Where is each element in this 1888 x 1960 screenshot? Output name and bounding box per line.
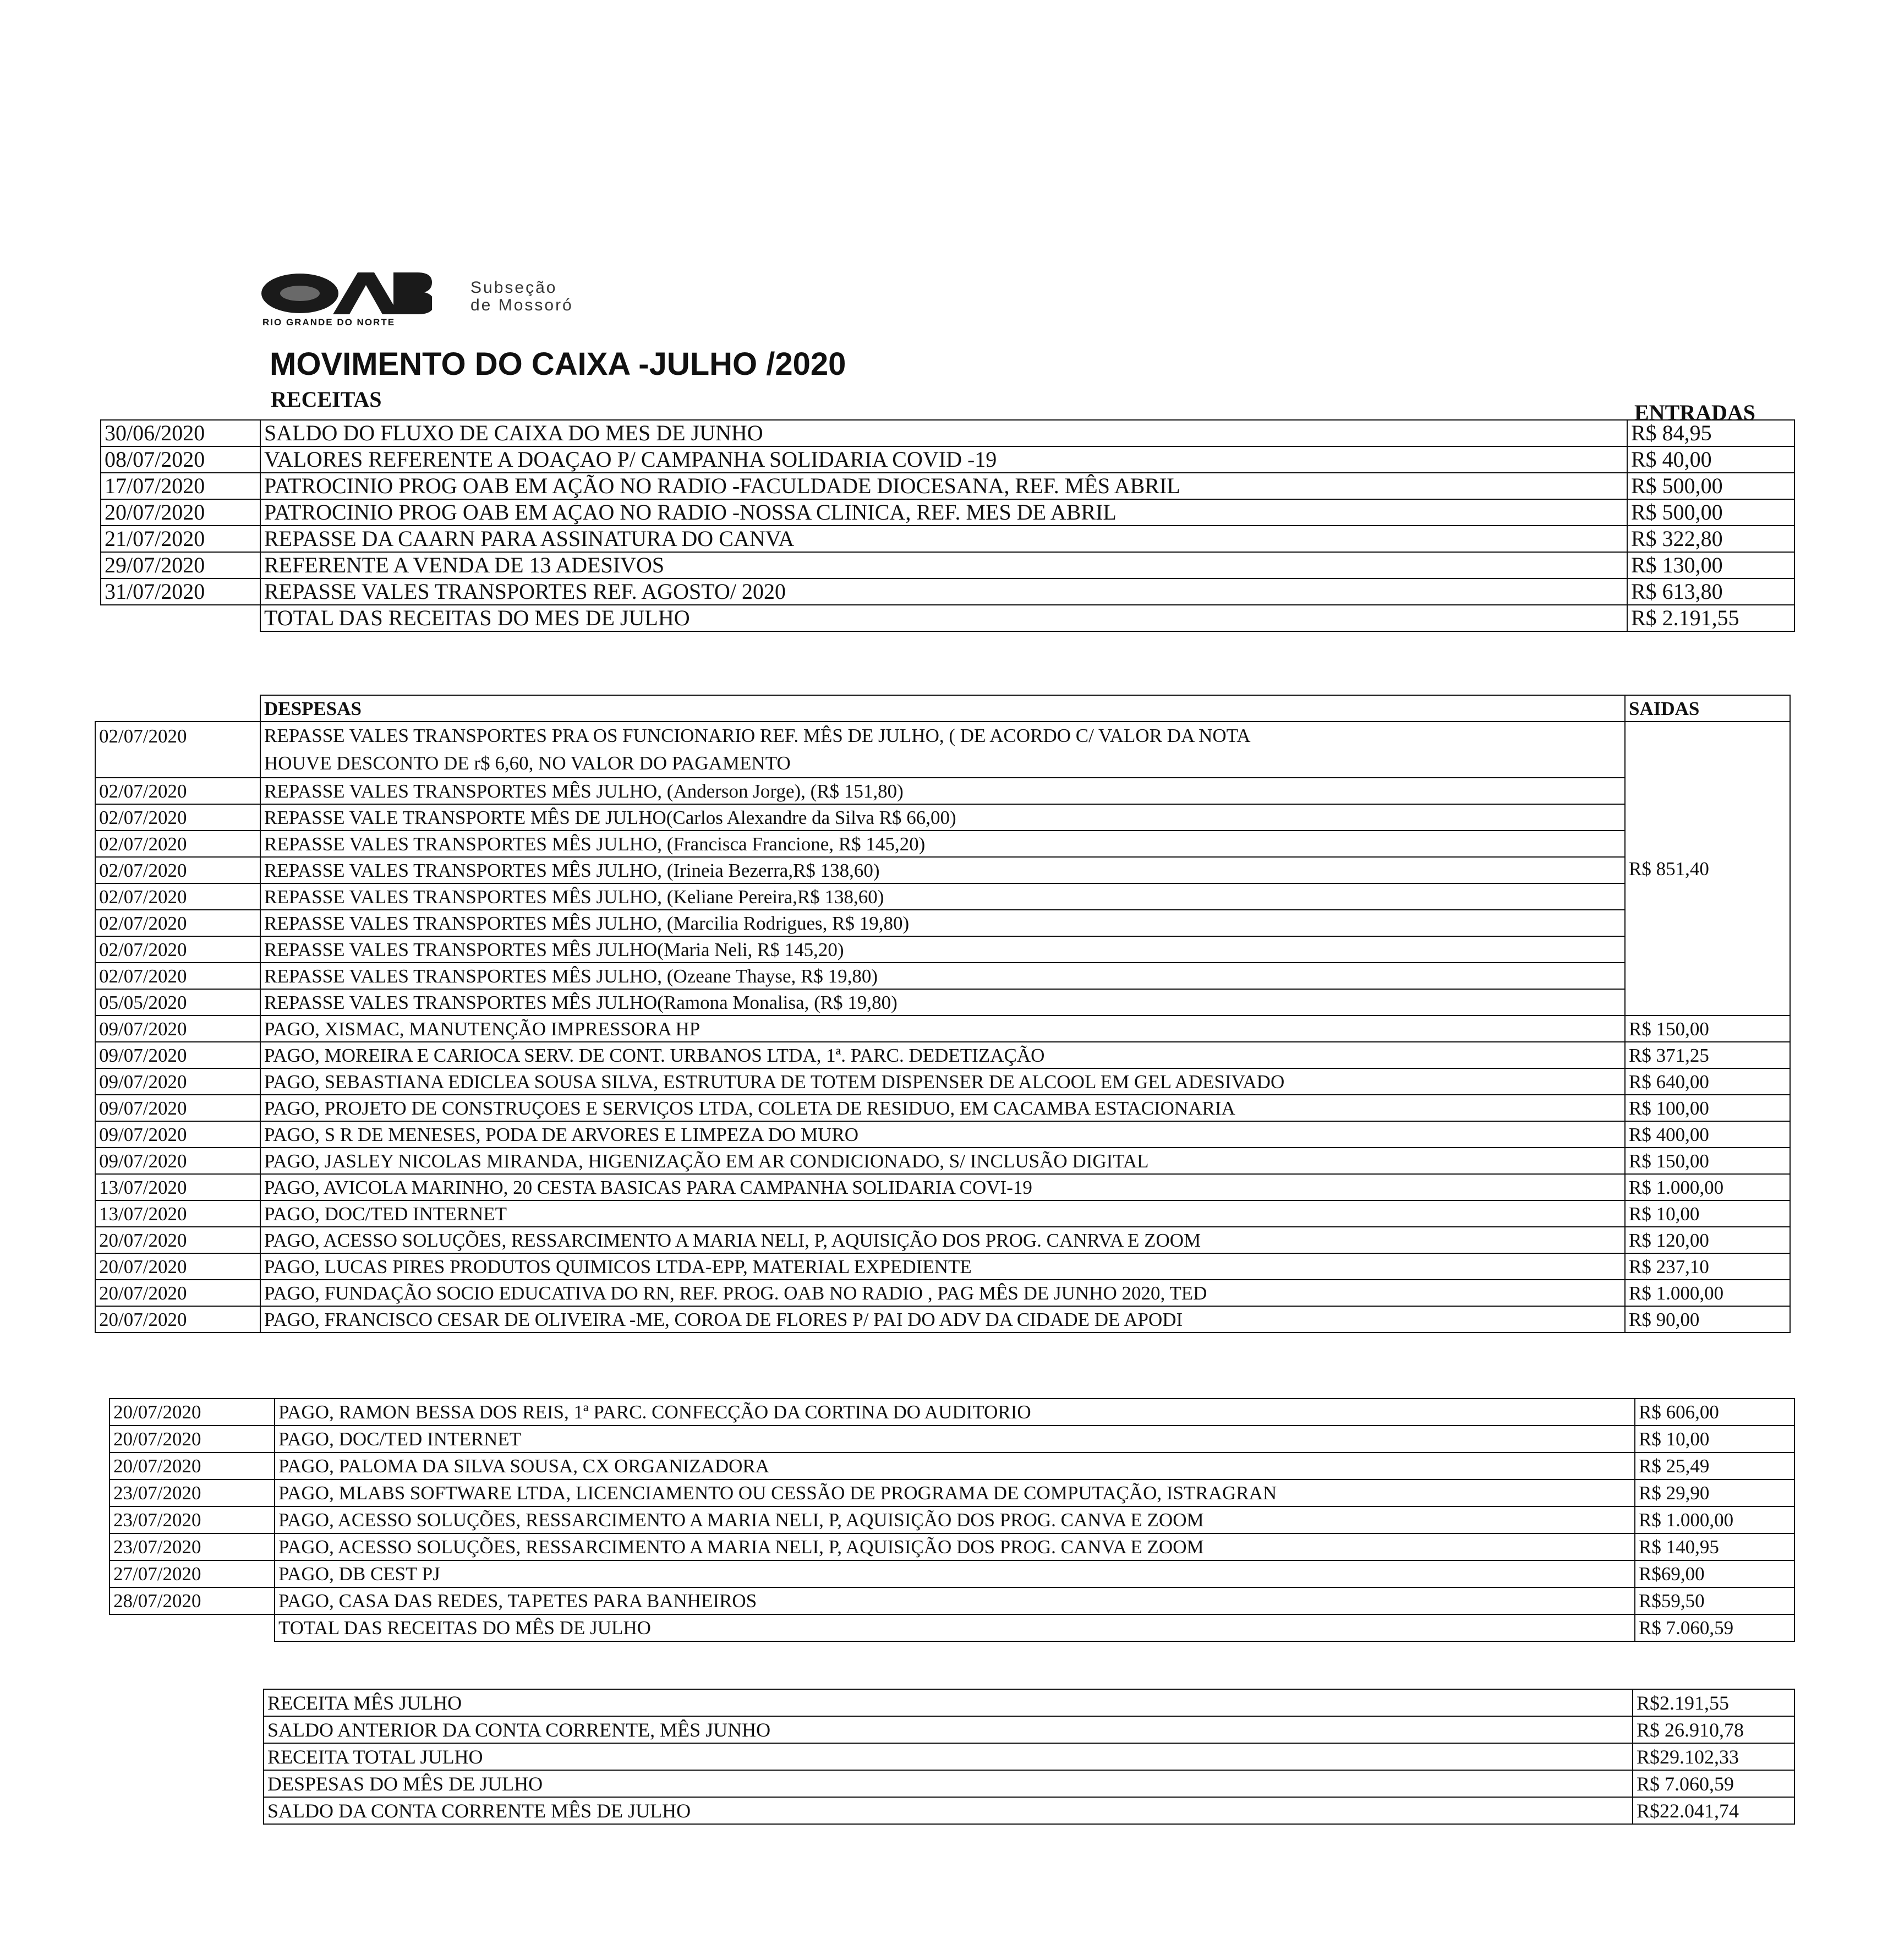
summary-label: RECEITA MÊS JULHO	[264, 1689, 1633, 1716]
row-description: PAGO, PALOMA DA SILVA SOUSA, CX ORGANIZADORA	[275, 1453, 1635, 1479]
row-date: 29/07/2020	[101, 552, 260, 578]
row-date: 02/07/2020	[95, 778, 260, 804]
row-description: REPASSE VALES TRANSPORTES MÊS JULHO(Maria Neli, R$ 145,20)	[260, 936, 1625, 963]
table-row	[110, 1506, 1794, 1533]
row-date: 21/07/2020	[101, 526, 260, 552]
row-date: 09/07/2020	[95, 1016, 260, 1042]
table-row	[95, 831, 1790, 857]
row-date: 20/07/2020	[95, 1280, 260, 1306]
table-row	[101, 446, 1794, 473]
row-description: PAGO, MLABS SOFTWARE LTDA, LICENCIAMENTO OU CESSÃO DE PROGRAMA DE COMPUTAÇÃO, ISTRAGRAN	[275, 1479, 1635, 1506]
row-value: R$ 10,00	[1625, 1200, 1790, 1227]
row-date: 09/07/2020	[95, 1095, 260, 1121]
row-date: 02/07/2020	[95, 936, 260, 963]
row-value: R$ 150,00	[1625, 1148, 1790, 1174]
summary-label: SALDO DA CONTA CORRENTE MÊS DE JULHO	[264, 1797, 1633, 1824]
row-description: PAGO, XISMAC, MANUTENÇÃO IMPRESSORA HP	[260, 1016, 1625, 1042]
row-description: PAGO, LUCAS PIRES PRODUTOS QUIMICOS LTDA-EPP, MATERIAL EXPEDIENTE	[260, 1253, 1625, 1280]
row-date: 23/07/2020	[110, 1506, 275, 1533]
row-value: R$ 851,40	[1625, 722, 1790, 1016]
row-date: 13/07/2020	[95, 1200, 260, 1227]
row-description: PAGO, RAMON BESSA DOS REIS, 1ª PARC. CONFECÇÃO DA CORTINA DO AUDITORIO	[275, 1399, 1635, 1426]
summary-label: DESPESAS DO MÊS DE JULHO	[264, 1770, 1633, 1797]
row-date: 30/06/2020	[101, 420, 260, 446]
logo-state-label: RIO GRANDE DO NORTE	[262, 317, 396, 327]
table-row	[95, 1227, 1790, 1253]
table-row	[95, 1068, 1790, 1095]
row-value: R$ 400,00	[1625, 1121, 1790, 1148]
row-date: 23/07/2020	[110, 1533, 275, 1560]
table-row	[264, 1770, 1794, 1797]
row-date: 02/07/2020	[95, 857, 260, 883]
row-date: 02/07/2020	[95, 963, 260, 989]
row-description: REPASSE VALES TRANSPORTES MÊS JULHO, (Anderson Jorge), (R$ 151,80)	[260, 778, 1625, 804]
summary-value: R$2.191,55	[1633, 1689, 1794, 1716]
row-date: 20/07/2020	[95, 1227, 260, 1253]
row-value: R$ 29,90	[1635, 1479, 1794, 1506]
row-description: PAGO, ACESSO SOLUÇÕES, RESSARCIMENTO A MARIA NELI, P, AQUISIÇÃO DOS PROG. CANVA E ZOOM	[275, 1533, 1635, 1560]
receitas-table	[100, 419, 1795, 632]
summary-value: R$22.041,74	[1633, 1797, 1794, 1824]
row-value: R$ 40,00	[1627, 446, 1794, 473]
summary-value: R$ 26.910,78	[1633, 1716, 1794, 1743]
oab-logo-mark	[261, 271, 432, 315]
row-date: 17/07/2020	[101, 473, 260, 499]
row-description: REPASSE VALES TRANSPORTES MÊS JULHO(Ramona Monalisa, (R$ 19,80)	[260, 989, 1625, 1016]
row-date: 28/07/2020	[110, 1587, 275, 1614]
row-value: R$ 640,00	[1625, 1068, 1790, 1095]
table-row	[95, 1253, 1790, 1280]
row-date: 20/07/2020	[95, 1306, 260, 1333]
despesas-table	[95, 695, 1791, 1333]
row-description: PATROCINIO PROG OAB EM AÇAO NO RADIO -NOSSA CLINICA, REF. MES DE ABRIL	[260, 499, 1627, 526]
despesas-label: DESPESAS	[260, 695, 1625, 722]
table-row	[110, 1560, 1794, 1587]
row-value: R$ 10,00	[1635, 1426, 1794, 1453]
row-value: R$69,00	[1635, 1560, 1794, 1587]
row-description: PAGO, ACESSO SOLUÇÕES, RESSARCIMENTO A MARIA NELI, P, AQUISIÇÃO DOS PROG. CANVA E ZOOM	[275, 1506, 1635, 1533]
table-row	[95, 936, 1790, 963]
row-date: 09/07/2020	[95, 1068, 260, 1095]
table-row	[95, 778, 1790, 804]
row-description: PAGO, AVICOLA MARINHO, 20 CESTA BASICAS PARA CAMPANHA SOLIDARIA COVI-19	[260, 1174, 1625, 1200]
row-date: 09/07/2020	[95, 1148, 260, 1174]
oab-logo	[261, 271, 636, 332]
row-description: PAGO, SEBASTIANA EDICLEA SOUSA SILVA, ESTRUTURA DE TOTEM DISPENSER DE ALCOOL EM GEL ADESIVADO	[260, 1068, 1625, 1095]
despesas-total-row	[110, 1614, 1794, 1641]
table-row	[95, 1280, 1790, 1306]
row-description: PAGO, DOC/TED INTERNET	[260, 1200, 1625, 1227]
table-row	[101, 526, 1794, 552]
table-row	[95, 1095, 1790, 1121]
row-value: R$ 130,00	[1627, 552, 1794, 578]
row-value: R$ 150,00	[1625, 1016, 1790, 1042]
row-description: REPASSE VALES TRANSPORTES MÊS JULHO, (Irineia Bezerra,R$ 138,60)	[260, 857, 1625, 883]
row-date: 05/05/2020	[95, 989, 260, 1016]
row-description: PAGO, CASA DAS REDES, TAPETES PARA BANHEIROS	[275, 1587, 1635, 1614]
row-description-line1: REPASSE VALES TRANSPORTES PRA OS FUNCIONARIO REF. MÊS DE JULHO, ( DE ACORDO C/ VALOR DA NOTA	[264, 725, 1251, 746]
receitas-total-row	[101, 605, 1794, 631]
row-value: R$ 322,80	[1627, 526, 1794, 552]
resumo-table	[263, 1689, 1795, 1825]
row-value: R$ 1.000,00	[1635, 1506, 1794, 1533]
row-date: 08/07/2020	[101, 446, 260, 473]
table-row	[110, 1479, 1794, 1506]
table-row	[110, 1587, 1794, 1614]
table-row	[264, 1797, 1794, 1824]
table-row	[101, 473, 1794, 499]
row-description: REPASSE VALE TRANSPORTE MÊS DE JULHO(Carlos Alexandre da Silva R$ 66,00)	[260, 804, 1625, 831]
row-description: VALORES REFERENTE A DOAÇAO P/ CAMPANHA SOLIDARIA COVID -19	[260, 446, 1627, 473]
row-date: 09/07/2020	[95, 1121, 260, 1148]
page-title: MOVIMENTO DO CAIXA -JULHO /2020	[270, 346, 846, 382]
row-description	[260, 722, 1625, 778]
despesas-continuation-table	[109, 1398, 1795, 1642]
table-row	[264, 1716, 1794, 1743]
row-date: 20/07/2020	[110, 1399, 275, 1426]
receitas-label: RECEITAS	[271, 387, 382, 412]
row-value: R$ 84,95	[1627, 420, 1794, 446]
row-description: REPASSE VALES TRANSPORTES REF. AGOSTO/ 2020	[260, 578, 1627, 605]
row-description: PAGO, JASLEY NICOLAS MIRANDA, HIGENIZAÇÃO EM AR CONDICIONADO, S/ INCLUSÃO DIGITAL	[260, 1148, 1625, 1174]
row-date: 02/07/2020	[95, 722, 260, 778]
row-date: 20/07/2020	[110, 1426, 275, 1453]
row-description: REPASSE VALES TRANSPORTES MÊS JULHO, (Francisca Francione, R$ 145,20)	[260, 831, 1625, 857]
summary-label: RECEITA TOTAL JULHO	[264, 1743, 1633, 1770]
row-description: REPASSE VALES TRANSPORTES MÊS JULHO, (Keliane Pereira,R$ 138,60)	[260, 883, 1625, 910]
table-row	[95, 1200, 1790, 1227]
row-date: 13/07/2020	[95, 1174, 260, 1200]
table-row	[95, 804, 1790, 831]
row-value: R$ 237,10	[1625, 1253, 1790, 1280]
row-date: 02/07/2020	[95, 831, 260, 857]
table-row	[110, 1399, 1794, 1426]
table-row	[110, 1453, 1794, 1479]
entradas-header: ENTRADAS	[1634, 400, 1756, 425]
logo-subtitle-line1: Subseção	[470, 279, 557, 297]
row-description: REPASSE DA CAARN PARA ASSINATURA DO CANVA	[260, 526, 1627, 552]
row-value: R$59,50	[1635, 1587, 1794, 1614]
logo-subtitle-line2: de Mossoró	[470, 296, 573, 314]
row-date: 09/07/2020	[95, 1042, 260, 1068]
row-description: REFERENTE A VENDA DE 13 ADESIVOS	[260, 552, 1627, 578]
row-value: R$ 500,00	[1627, 499, 1794, 526]
table-row	[95, 963, 1790, 989]
despesas-total-label: TOTAL DAS RECEITAS DO MÊS DE JULHO	[275, 1614, 1635, 1641]
row-value: R$ 1.000,00	[1625, 1280, 1790, 1306]
row-description: PAGO, FUNDAÇÃO SOCIO EDUCATIVA DO RN, REF. PROG. OAB NO RADIO , PAG MÊS DE JUNHO 2020, TED	[260, 1280, 1625, 1306]
row-date: 27/07/2020	[110, 1560, 275, 1587]
table-row	[264, 1689, 1794, 1716]
row-description: PAGO, S R DE MENESES, PODA DE ARVORES E LIMPEZA DO MURO	[260, 1121, 1625, 1148]
table-row	[101, 499, 1794, 526]
receitas-total-value: R$ 2.191,55	[1627, 605, 1794, 631]
table-row	[95, 857, 1790, 883]
row-date: 31/07/2020	[101, 578, 260, 605]
summary-label: SALDO ANTERIOR DA CONTA CORRENTE, MÊS JUNHO	[264, 1716, 1633, 1743]
row-value: R$ 90,00	[1625, 1306, 1790, 1333]
summary-value: R$29.102,33	[1633, 1743, 1794, 1770]
row-description: PAGO, PROJETO DE CONSTRUÇOES E SERVIÇOS LTDA, COLETA DE RESIDUO, EM CACAMBA ESTACIONARIA	[260, 1095, 1625, 1121]
row-description: PAGO, FRANCISCO CESAR DE OLIVEIRA -ME, COROA DE FLORES P/ PAI DO ADV DA CIDADE DE APODI	[260, 1306, 1625, 1333]
table-row	[110, 1426, 1794, 1453]
row-description: REPASSE VALES TRANSPORTES MÊS JULHO, (Ozeane Thayse, R$ 19,80)	[260, 963, 1625, 989]
saidas-header: SAIDAS	[1625, 695, 1790, 722]
table-row	[101, 552, 1794, 578]
table-row	[264, 1743, 1794, 1770]
row-value: R$ 25,49	[1635, 1453, 1794, 1479]
table-row	[95, 1174, 1790, 1200]
row-date: 02/07/2020	[95, 910, 260, 936]
row-value: R$ 606,00	[1635, 1399, 1794, 1426]
row-date: 20/07/2020	[101, 499, 260, 526]
row-value: R$ 140,95	[1635, 1533, 1794, 1560]
row-description: PAGO, DOC/TED INTERNET	[275, 1426, 1635, 1453]
row-date: 02/07/2020	[95, 883, 260, 910]
row-value: R$ 100,00	[1625, 1095, 1790, 1121]
table-row	[95, 989, 1790, 1016]
table-row	[101, 578, 1794, 605]
row-value: R$ 371,25	[1625, 1042, 1790, 1068]
table-row	[95, 910, 1790, 936]
row-value: R$ 613,80	[1627, 578, 1794, 605]
row-date: 20/07/2020	[110, 1453, 275, 1479]
row-description: PAGO, MOREIRA E CARIOCA SERV. DE CONT. URBANOS LTDA, 1ª. PARC. DEDETIZAÇÃO	[260, 1042, 1625, 1068]
table-row	[95, 722, 1790, 778]
receitas-total-label: TOTAL DAS RECEITAS DO MES DE JULHO	[260, 605, 1627, 631]
table-row	[95, 1306, 1790, 1333]
row-value: R$ 1.000,00	[1625, 1174, 1790, 1200]
despesas-total-value: R$ 7.060,59	[1635, 1614, 1794, 1641]
row-date: 02/07/2020	[95, 804, 260, 831]
row-value: R$ 500,00	[1627, 473, 1794, 499]
table-row	[95, 1016, 1790, 1042]
table-row	[95, 1121, 1790, 1148]
row-description-line2: HOUVE DESCONTO DE r$ 6,60, NO VALOR DO PAGAMENTO	[264, 752, 791, 774]
row-date: 20/07/2020	[95, 1253, 260, 1280]
row-description: SALDO DO FLUXO DE CAIXA DO MES DE JUNHO	[260, 420, 1627, 446]
row-description: REPASSE VALES TRANSPORTES MÊS JULHO, (Marcilia Rodrigues, R$ 19,80)	[260, 910, 1625, 936]
table-row	[95, 1148, 1790, 1174]
row-value: R$ 120,00	[1625, 1227, 1790, 1253]
row-date: 23/07/2020	[110, 1479, 275, 1506]
table-row	[101, 420, 1794, 446]
table-row	[95, 883, 1790, 910]
row-description: PAGO, DB CEST PJ	[275, 1560, 1635, 1587]
summary-value: R$ 7.060,59	[1633, 1770, 1794, 1797]
table-row	[110, 1533, 1794, 1560]
despesas-header-row	[95, 695, 1790, 722]
row-description: PATROCINIO PROG OAB EM AÇÃO NO RADIO -FACULDADE DIOCESANA, REF. MÊS ABRIL	[260, 473, 1627, 499]
table-row	[95, 1042, 1790, 1068]
row-description: PAGO, ACESSO SOLUÇÕES, RESSARCIMENTO A MARIA NELI, P, AQUISIÇÃO DOS PROG. CANRVA E ZOOM	[260, 1227, 1625, 1253]
